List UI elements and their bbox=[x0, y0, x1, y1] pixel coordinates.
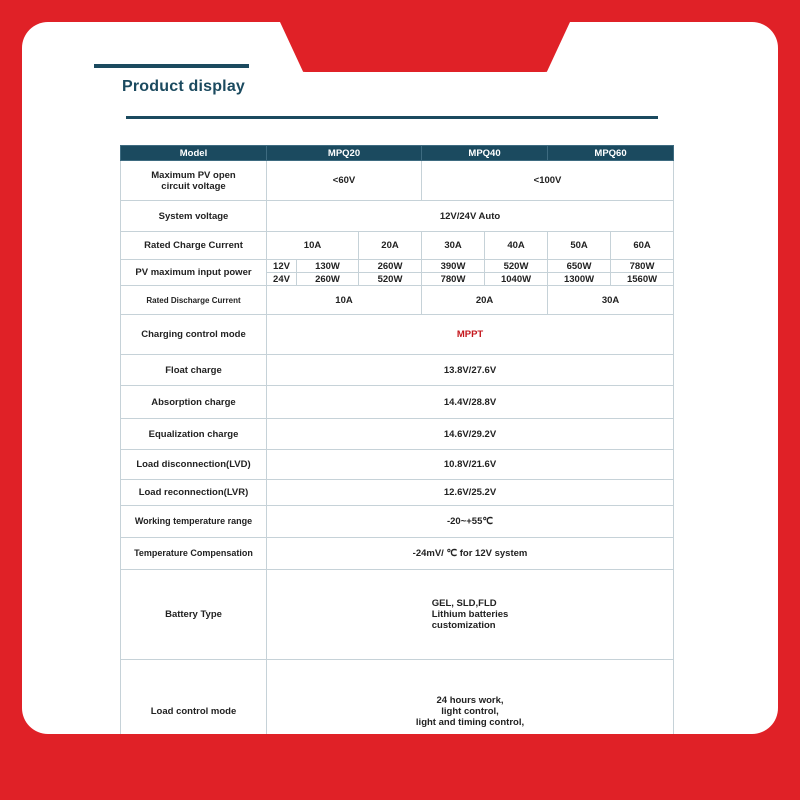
value-charge-3: 30A bbox=[422, 232, 485, 260]
label-pv-open-voltage bbox=[121, 161, 267, 201]
row-system-voltage bbox=[121, 201, 674, 232]
label-lvr: Load reconnection(LVR) bbox=[121, 480, 267, 506]
label-pv-open-line2: circuit voltage bbox=[161, 180, 226, 192]
value-equalization: 14.6V/29.2V bbox=[267, 419, 674, 450]
label-pv-open-line1: Maximum PV open bbox=[151, 169, 236, 181]
value-lvd: 10.8V/21.6V bbox=[267, 450, 674, 480]
label-pv-power: PV maximum input power bbox=[121, 260, 267, 286]
load-line1: 24 hours work, bbox=[436, 695, 504, 706]
label-float-charge: Float charge bbox=[121, 355, 267, 386]
value-temp-range: -20~+55℃ bbox=[267, 506, 674, 538]
value-charging-mode: MPPT bbox=[267, 315, 674, 355]
label-24v: 24V bbox=[267, 273, 297, 286]
value-charge-4: 40A bbox=[485, 232, 548, 260]
value-charge-2: 20A bbox=[359, 232, 422, 260]
header-row bbox=[121, 146, 674, 161]
value-charge-5: 50A bbox=[548, 232, 611, 260]
card-notch bbox=[280, 22, 570, 72]
header-mpq40: MPQ40 bbox=[422, 146, 548, 161]
value-absorption: 14.4V/28.8V bbox=[267, 386, 674, 419]
header-mpq60: MPQ60 bbox=[548, 146, 674, 161]
value-24v-4: 1040W bbox=[485, 273, 548, 286]
value-12v-5: 650W bbox=[548, 260, 611, 273]
battery-line3: customization bbox=[431, 620, 496, 631]
row-charging-mode bbox=[121, 315, 674, 355]
value-pv-open-mpq20: <60V bbox=[267, 161, 422, 201]
value-24v-2: 520W bbox=[359, 273, 422, 286]
value-battery-type bbox=[267, 570, 674, 660]
label-temp-comp: Temperature Compensation bbox=[121, 538, 267, 570]
row-temp-comp bbox=[121, 538, 674, 570]
row-battery-type bbox=[121, 570, 674, 660]
value-24v-5: 1300W bbox=[548, 273, 611, 286]
row-rated-charge bbox=[121, 232, 674, 260]
value-24v-1: 260W bbox=[297, 273, 359, 286]
top-band bbox=[22, 0, 778, 22]
label-lvd: Load disconnection(LVD) bbox=[121, 450, 267, 480]
row-pv-power-12v bbox=[121, 260, 674, 273]
label-temp-range: Working temperature range bbox=[121, 506, 267, 538]
label-12v: 12V bbox=[267, 260, 297, 273]
row-pv-open-voltage bbox=[121, 161, 674, 201]
label-system-voltage: System voltage bbox=[121, 201, 267, 232]
value-12v-3: 390W bbox=[422, 260, 485, 273]
row-lvd bbox=[121, 450, 674, 480]
value-float-charge: 13.8V/27.6V bbox=[267, 355, 674, 386]
battery-line2: Lithium batteries bbox=[431, 609, 509, 620]
value-discharge-2: 20A bbox=[422, 286, 548, 315]
bottom-band bbox=[0, 734, 800, 800]
page-title: Product display bbox=[122, 78, 246, 95]
value-pv-open-mpq40-60: <100V bbox=[422, 161, 674, 201]
value-system-voltage: 12V/24V Auto bbox=[267, 201, 674, 232]
title-underline bbox=[126, 116, 658, 119]
row-absorption bbox=[121, 386, 674, 419]
value-12v-6: 780W bbox=[611, 260, 674, 273]
value-discharge-1: 10A bbox=[267, 286, 422, 315]
row-float-charge bbox=[121, 355, 674, 386]
value-charge-6: 60A bbox=[611, 232, 674, 260]
row-rated-discharge bbox=[121, 286, 674, 315]
label-absorption: Absorption charge bbox=[121, 386, 267, 419]
label-battery-type: Battery Type bbox=[121, 570, 267, 660]
battery-line1: GEL, SLD,FLD bbox=[431, 598, 497, 609]
row-equalization bbox=[121, 419, 674, 450]
spec-table bbox=[120, 145, 674, 764]
value-charge-1: 10A bbox=[267, 232, 359, 260]
header-mpq20: MPQ20 bbox=[267, 146, 422, 161]
title-decoration-line bbox=[94, 64, 249, 68]
load-line2: light control, bbox=[441, 706, 499, 717]
value-12v-1: 130W bbox=[297, 260, 359, 273]
value-12v-4: 520W bbox=[485, 260, 548, 273]
label-load-mode: Load control mode bbox=[121, 660, 267, 764]
label-rated-discharge: Rated Discharge Current bbox=[121, 286, 267, 315]
row-lvr bbox=[121, 480, 674, 506]
value-12v-2: 260W bbox=[359, 260, 422, 273]
header-model: Model bbox=[121, 146, 267, 161]
value-lvr: 12.6V/25.2V bbox=[267, 480, 674, 506]
value-temp-comp: -24mV/ ℃ for 12V system bbox=[267, 538, 674, 570]
label-charging-mode: Charging control mode bbox=[121, 315, 267, 355]
value-24v-6: 1560W bbox=[611, 273, 674, 286]
label-rated-charge: Rated Charge Current bbox=[121, 232, 267, 260]
value-discharge-3: 30A bbox=[548, 286, 674, 315]
load-line3: light and timing control, bbox=[415, 717, 525, 728]
row-temp-range bbox=[121, 506, 674, 538]
value-24v-3: 780W bbox=[422, 273, 485, 286]
label-equalization: Equalization charge bbox=[121, 419, 267, 450]
